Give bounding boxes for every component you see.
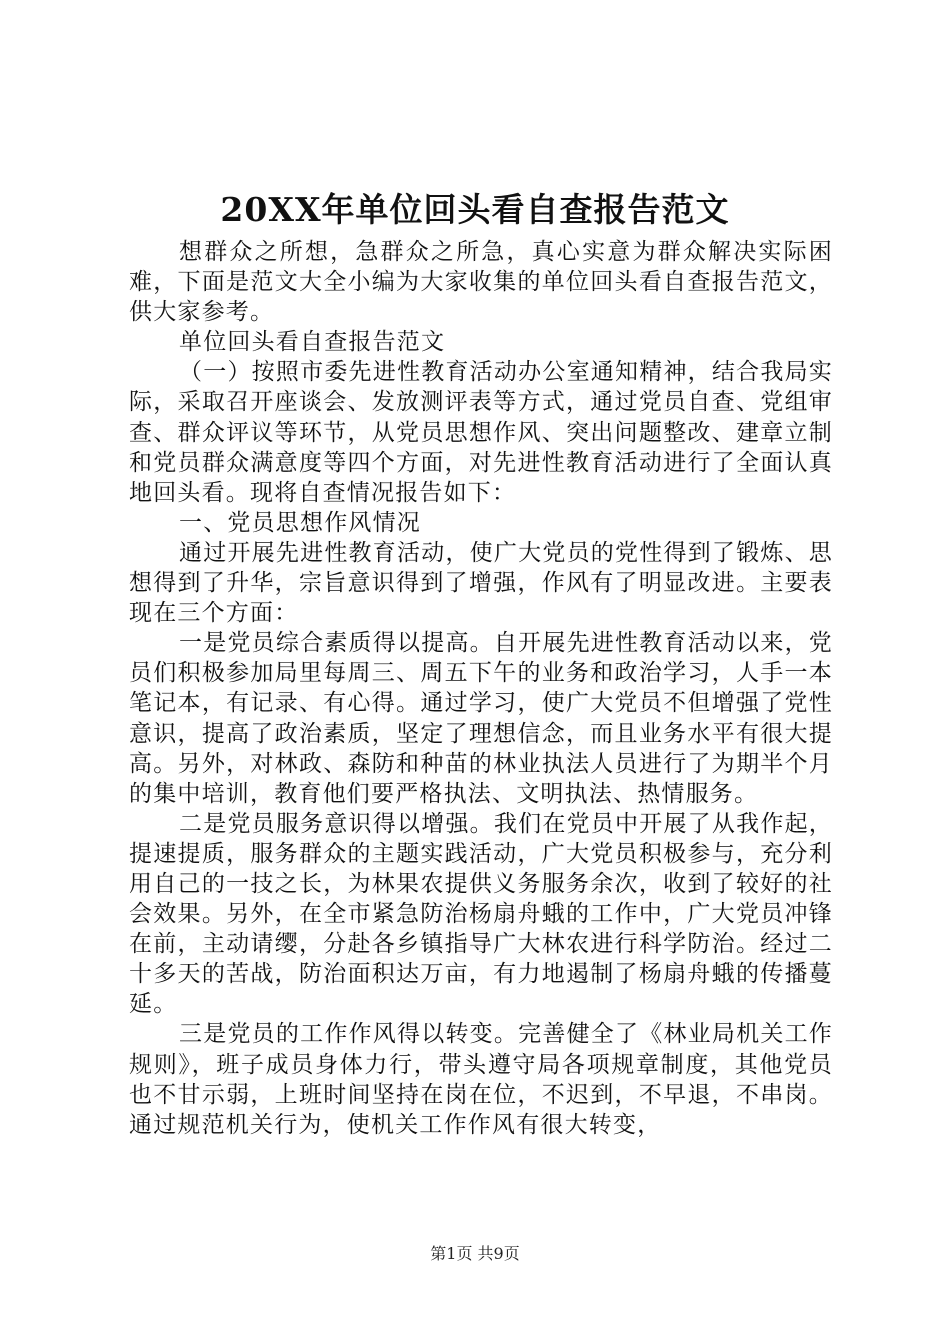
paragraph-overview: （一）按照市委先进性教育活动办公室通知精神，结合我局实际，采取召开座谈会、发放测评表等方式，通过党员自查、党组审查、群众评议等环节，从党员思想作风、突出问题整改、建章立制和党员群众满意度等四个方面，对先进性教育活动进行了全面认真地回头看。现将自查情况报告如下： (129, 359, 833, 506)
document-title: 20XX年单位回头看自查报告范文 (220, 190, 730, 229)
section-heading-1: 一、党员思想作风情况 (179, 509, 421, 536)
paragraph-point-2: 二是党员服务意识得以增强。我们在党员中开展了从我作起，提速提质，服务群众的主题实践活动，广大党员积极参与，充分利用自己的一技之长，为林果农提供义务服务余次，收到了较好的社会效果。另外，在全市紧急防治杨扇舟蛾的工作中，广大党员冲锋在前，主动请缨，分赴各乡镇指导广大林农进行科学防治。经过二十多天的苦战，防治面积达万亩，有力地遏制了杨扇舟蛾的传播蔓延。 (129, 810, 833, 1018)
paragraph-subtitle: 单位回头看自查报告范文 (179, 329, 446, 356)
page-number-footer: 第1页 共9页 (430, 1244, 520, 1263)
paragraph-point-3: 三是党员的工作作风得以转变。完善健全了《林业局机关工作规则》，班子成员身体力行，带头遵守局各项规章制度，其他党员也不甘示弱，上班时间坚持在岗在位，不迟到，不早退，不串岗。通过规范机关行为，使机关工作作风有很大转变， (129, 1021, 833, 1138)
paragraph-intro: 想群众之所想，急群众之所急，真心实意为群众解决实际困难，下面是范文大全小编为大家收集的单位回头看自查报告范文，供大家参考。 (129, 239, 833, 326)
document-body (129, 237, 833, 1140)
paragraph-point-1: 一是党员综合素质得以提高。自开展先进性教育活动以来，党员们积极参加局里每周三、周五下午的业务和政治学习，人手一本笔记本，有记录、有心得。通过学习，使广大党员不但增强了党性意识，提高了政治素质，坚定了理想信念，而且业务水平有很大提高。另外，对林政、森防和种苗的林业执法人员进行了为期半个月的集中培训，教育他们要严格执法、文明执法、热情服务。 (129, 630, 833, 807)
paragraph-summary: 通过开展先进性教育活动，使广大党员的党性得到了锻炼、思想得到了升华，宗旨意识得到了增强，作风有了明显改进。主要表现在三个方面： (129, 539, 833, 627)
